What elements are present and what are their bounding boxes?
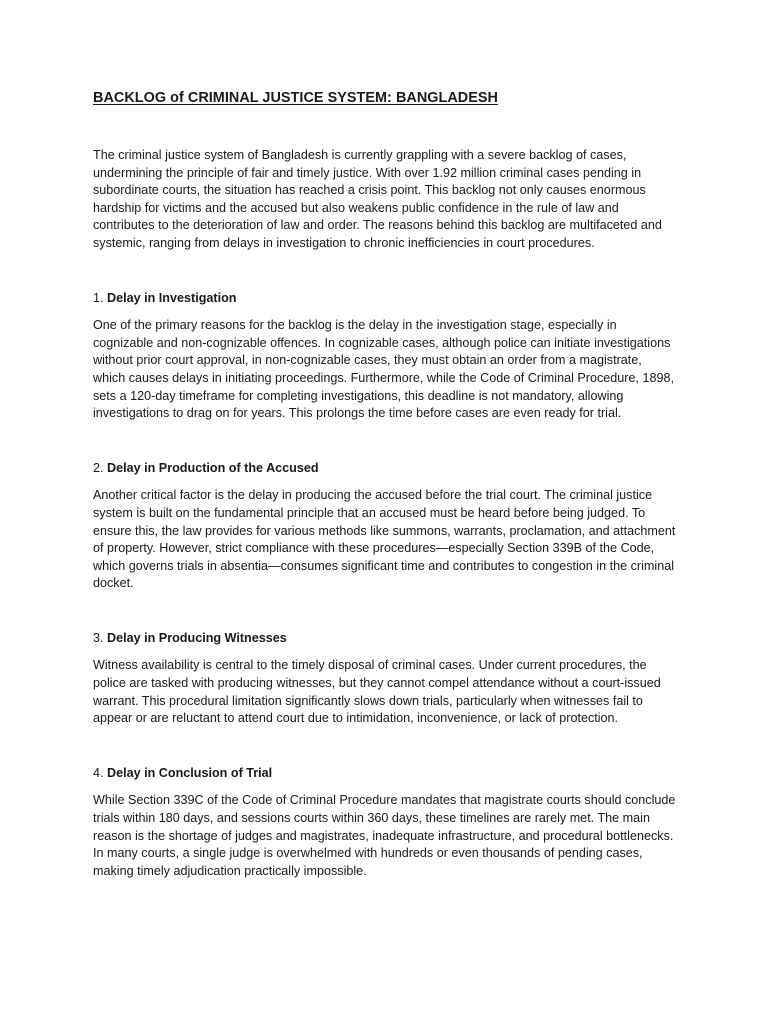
section-heading xyxy=(93,460,676,478)
section-heading xyxy=(93,290,676,308)
section-heading-text: Delay in Production of the Accused xyxy=(107,460,319,475)
section-delay-in-investigation xyxy=(93,290,676,423)
section-delay-in-producing-witnesses xyxy=(93,630,676,728)
intro-paragraph: The criminal justice system of Bangladesh is currently grappling with a severe backlog of cases, undermining the principle of fair and timely justice. With over 1.92 million criminal cases pending in subordinate courts, the situation has reached a crisis point. This backlog not only causes enormous hardship for victims and the accused but also weakens public confidence in the rule of law and contributes to the deterioration of law and order. The reasons behind this backlog are multifaceted and systemic, ranging from delays in investigation to chronic inefficiencies in court procedures. xyxy=(93,148,662,250)
section-heading-text: Delay in Producing Witnesses xyxy=(107,630,287,645)
section-delay-in-production-of-accused xyxy=(93,460,676,593)
section-number: 1. xyxy=(93,290,104,305)
section-number: 3. xyxy=(93,630,104,645)
section-number: 2. xyxy=(93,460,104,475)
document-title: BACKLOG of CRIMINAL JUSTICE SYSTEM: BANGLADESH xyxy=(93,90,498,106)
section-body: Another critical factor is the delay in producing the accused before the trial court. The criminal justice system is built on the fundamental principle that an accused must be heard before being judged. To ensure this, the law provides for various methods like summons, warrants, proclamation, and attachment of property. However, strict compliance with these procedures—especially Section 339B of the Code, which governs trials in absentia—consumes significant time and contributes to congestion in the criminal docket. xyxy=(93,488,676,591)
section-body: One of the primary reasons for the backlog is the delay in the investigation stage, especially in cognizable and non-cognizable offences. In cognizable cases, although police can initiate investigations without prior court approval, in non-cognizable cases, they must obtain an order from a magistrate, which causes delays in initiating proceedings. Furthermore, while the Code of Criminal Procedure, 1898, sets a 120-day timeframe for completing investigations, this deadline is not mandatory, allowing investigations to drag on for years. This prolongs the time before cases are even ready for trial. xyxy=(93,318,675,421)
section-heading-text: Delay in Investigation xyxy=(107,290,237,305)
section-number: 4. xyxy=(93,765,104,780)
section-body: While Section 339C of the Code of Criminal Procedure mandates that magistrate courts should conclude trials within 180 days, and sessions courts within 360 days, these timelines are rarely met. The main reason is the shortage of judges and magistrates, inadequate infrastructure, and procedural bottlenecks. In many courts, a single judge is overwhelmed with hundreds or even thousands of pending cases, making timely adjudication practically impossible. xyxy=(93,793,676,878)
section-heading xyxy=(93,630,676,648)
section-heading-text: Delay in Conclusion of Trial xyxy=(107,765,273,780)
section-delay-in-conclusion-of-trial xyxy=(93,765,676,881)
section-body: Witness availability is central to the timely disposal of criminal cases. Under current procedures, the police are tasked with producing witnesses, but they cannot compel attendance without a court-issued warrant. This procedural limitation significantly slows down trials, particularly when witnesses fail to appear or are reluctant to attend court due to intimidation, inconvenience, or lack of protection. xyxy=(93,658,661,726)
section-heading xyxy=(93,765,676,783)
